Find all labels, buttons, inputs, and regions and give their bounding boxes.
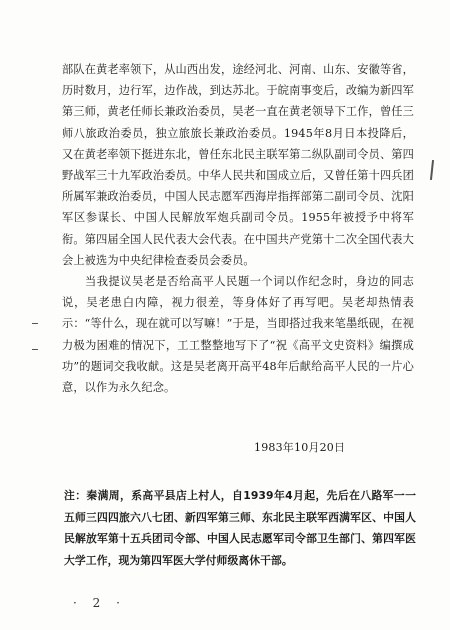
page-number: · 2 · <box>73 596 126 610</box>
margin-tick-mark <box>32 349 38 350</box>
document-date: 1983年10月20日 <box>254 441 346 454</box>
margin-tick-mark <box>32 323 38 324</box>
body-text <box>62 59 414 398</box>
author-note: 注：秦满周，系高平县店上村人，自1939年4月起，先后在八路军一一五师三四四旅六八七团、新四军第三师、东北民主联军西满军区、中国人民解放军第十五兵团司令部、中国人民志愿军司令部卫生部门、第四军医大学工作，现为第四军医大学付师级离休干部。 <box>64 489 416 567</box>
body-paragraph-2: 当我提议吴老是否给高平人民题一个词以作纪念时，身边的同志说，吴老患白内障，视力很差，等身体好了再写吧。吴老却热情表示：“等什么，现在就可以写嘛！”于是，当即搭过我来笔墨纸砚，在视力极为困难的情况下，工工整整地写下了“祝《高平文史资料》编撰成功”的题词交我收献。这是吴老离开高平48年后献给高平人民的一片心意，以作为永久纪念。 <box>62 275 414 395</box>
body-paragraph-1: 部队在黄老率领下，从山西出发，途经河北、河南、山东、安徽等省，历时数月，边行军，边作战，到达苏北。于皖南事变后，改编为新四军第三师，黄老任师长兼政治委员，吴老一直在黄老领导下工作，曾任三师八旅政治委员，独立旅旅长兼政治委员。1945年8月日本投降后，又在黄老率领下挺进东北，曾任东北民主联军第二纵队副司令员、第四野战军三十九军政治委员。中华人民共和国成立后，又曾任第十四兵团所属军兼政治委员，中国人民志愿军西海岸指挥部第二副司令员、沈阳军区参谋长、中国人民解放军炮兵副司令员。1955年被授予中将军衔。第四届全国人民代表大会代表。在中国共产党第十二次全国代表大会上被选为中央纪律检查委员会委员。 <box>62 63 414 267</box>
margin-pencil-mark <box>430 160 434 180</box>
